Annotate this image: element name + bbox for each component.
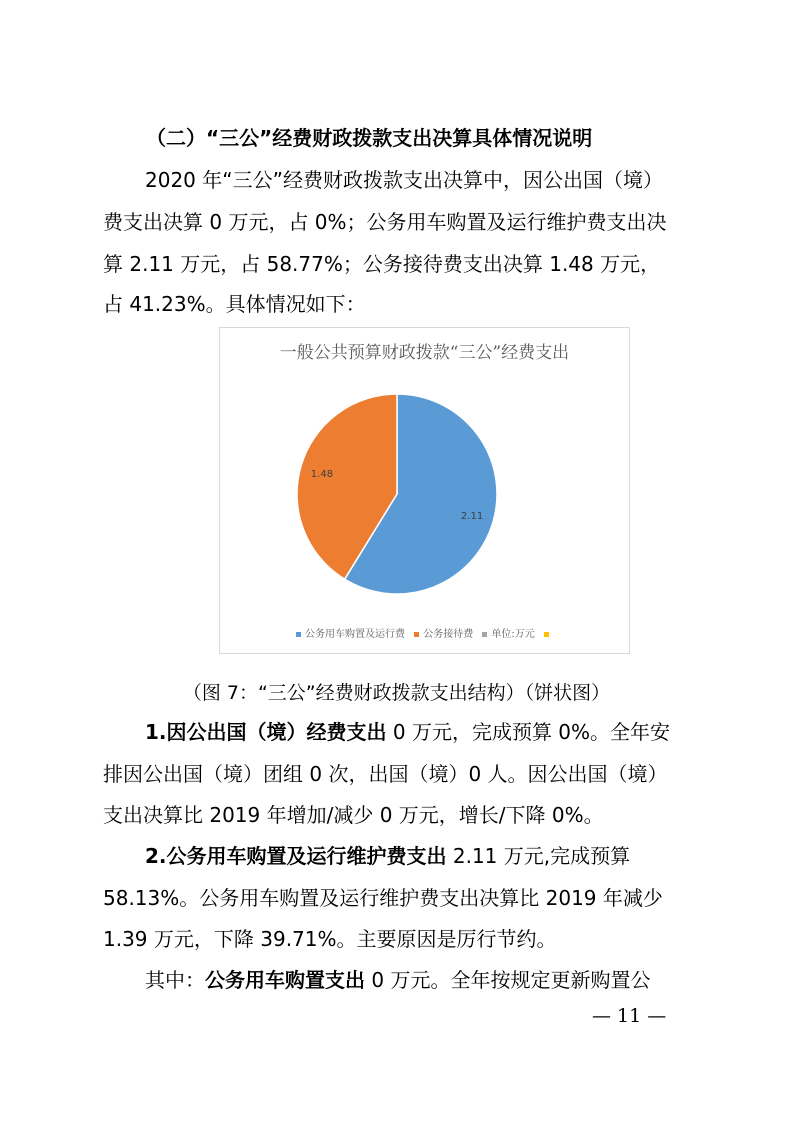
legend-label-1: 公务用车购置及运行费 <box>305 629 406 640</box>
sec1-line-1-rest: 0 万元，完成预算 0%。全年安 <box>386 720 671 744</box>
intro-line-2: 费支出决算 0 万元，占 0%；公务用车购置及运行维护费支出决 <box>103 210 667 234</box>
figure-caption: （图 7：“三公”经费财政拨款支出结构）（饼状图） <box>182 682 611 704</box>
intro-line-1: 2020 年“三公”经费财政拨款支出决算中，因公出国（境） <box>145 168 663 192</box>
sec1-line-2: 排因公出国（境）团组 0 次，出国（境）0 人。因公出国（境） <box>103 762 668 786</box>
legend-label-2: 公务接待费 <box>423 629 474 640</box>
sec3-label: 公务用车购置支出 <box>205 968 365 992</box>
sec1-line-3: 支出决算比 2019 年增加/减少 0 万元，增长/下降 0%。 <box>103 803 604 827</box>
chart-legend <box>220 625 629 640</box>
sec3-prefix: 其中： <box>145 968 205 992</box>
chart-title: 一般公共预算财政拨款“三公”经费支出 <box>279 343 570 363</box>
pie-chart <box>219 327 630 654</box>
pie-svg <box>220 328 629 618</box>
sec3-rest: 0 万元。全年按规定更新购置公 <box>365 968 651 992</box>
intro-line-3: 算 2.11 万元，占 58.77%；公务接待费支出决算 1.48 万元， <box>103 252 661 276</box>
legend-swatch-4 <box>544 632 549 637</box>
sec2-line-2: 58.13%。公务用车购置及运行维护费支出决算比 2019 年减少 <box>103 886 663 910</box>
legend-item-3 <box>482 625 534 640</box>
sec1-label: 1.因公出国（境）经费支出 <box>145 720 387 744</box>
sec2-line-1-rest: 2.11 万元,完成预算 <box>446 844 631 868</box>
legend-label-3: 单位:万元 <box>491 629 535 640</box>
legend-item-1 <box>296 625 405 640</box>
legend-swatch-3 <box>482 632 487 637</box>
legend-swatch-1 <box>296 632 301 637</box>
legend-swatch-2 <box>414 632 419 637</box>
sec1-line-1 <box>145 718 793 746</box>
sec2-label: 2.公务用车购置及运行维护费支出 <box>145 844 447 868</box>
legend-item-2 <box>414 625 473 640</box>
sec2-line-1 <box>145 842 793 870</box>
legend-item-4 <box>544 629 553 640</box>
intro-line-4: 占 41.23%。具体情况如下： <box>103 292 366 316</box>
section-heading: （二）“三公”经费财政拨款支出决算具体情况说明 <box>146 126 593 150</box>
sec3-line-1 <box>145 966 793 994</box>
page-number: — 11 — <box>592 1005 667 1027</box>
pie-data-label-2: 1.48 <box>310 468 334 480</box>
sec2-line-3: 1.39 万元，下降 39.71%。主要原因是厉行节约。 <box>103 927 557 951</box>
pie-data-label-1: 2.11 <box>460 511 484 523</box>
